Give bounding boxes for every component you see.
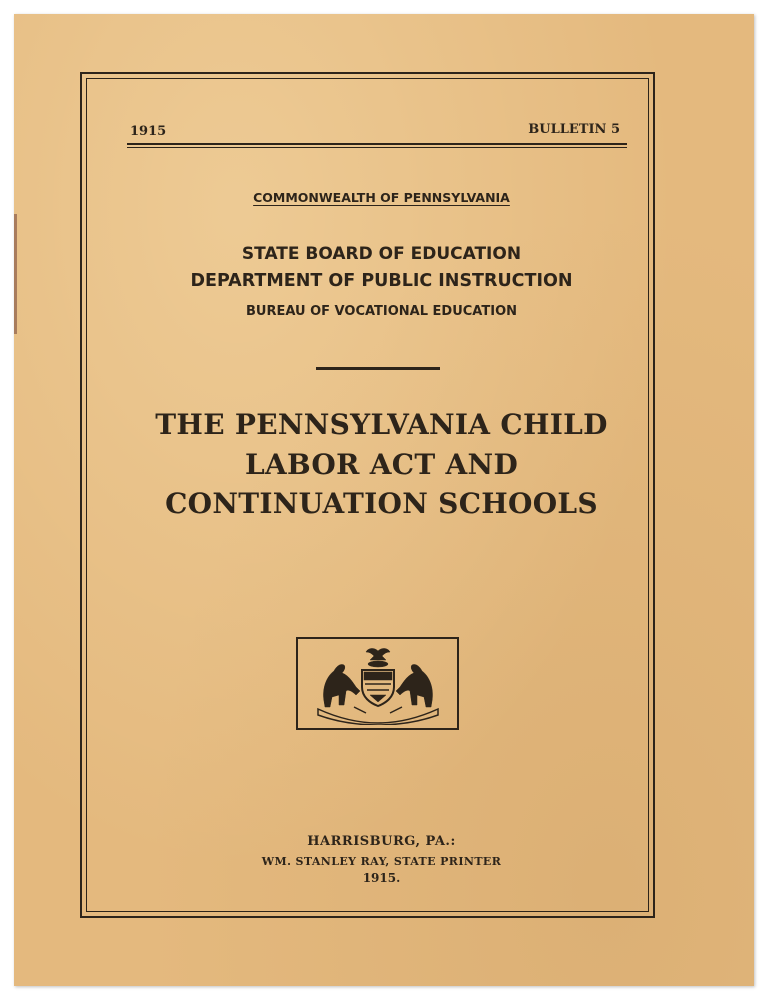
pennsylvania-coat-of-arms-icon [304, 643, 452, 725]
board-heading: STATE BOARD OF EDUCATION [241, 244, 522, 264]
title-line-2: LABOR ACT AND [244, 448, 519, 481]
header-rule-thin [127, 147, 627, 148]
department-heading: DEPARTMENT OF PUBLIC INSTRUCTION [190, 271, 573, 291]
title-line-1: THE PENNSYLVANIA CHILD [155, 408, 608, 441]
header-rule-thick [127, 143, 627, 145]
title-divider [316, 367, 440, 370]
spine-stain [14, 214, 17, 334]
imprint-printer: WM. STANLEY RAY, STATE PRINTER [261, 855, 502, 868]
commonwealth-heading: COMMONWEALTH OF PENNSYLVANIA [253, 190, 510, 205]
bureau-heading: BUREAU OF VOCATIONAL EDUCATION [246, 304, 517, 319]
imprint-year: 1915. [362, 871, 401, 885]
header-year: 1915 [130, 124, 167, 139]
seal-frame [296, 637, 459, 730]
title-line-3: CONTINUATION SCHOOLS [165, 487, 598, 520]
imprint-city: HARRISBURG, PA.: [307, 834, 456, 849]
bulletin-number: BULLETIN 5 [528, 122, 620, 137]
